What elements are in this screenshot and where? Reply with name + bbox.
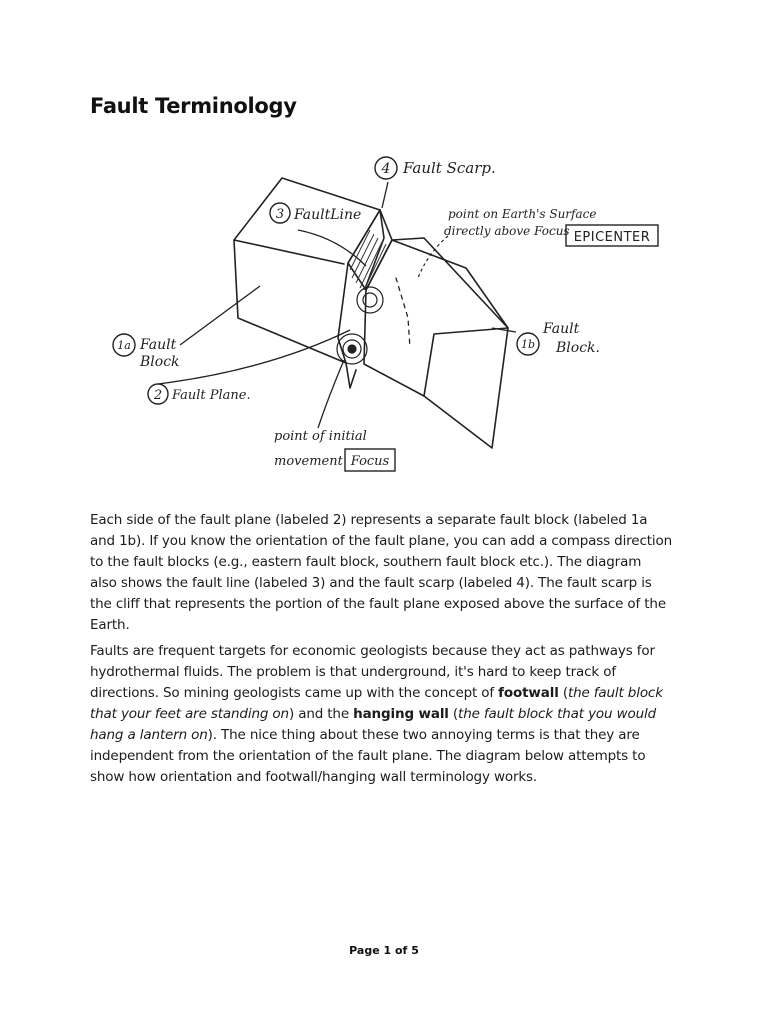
- label-1a-line1: Fault: [140, 337, 177, 353]
- right-fault-block: [364, 240, 508, 448]
- label-fault-block-1b: [492, 321, 600, 356]
- footwall-term: footwall: [498, 685, 559, 701]
- total-page-count: 5: [411, 944, 419, 957]
- paragraph2-intro: Faults are frequent targets for economic geologists because they act as pathways for hydrothermal fluids. The problem is that underground, it's hard to keep track of directions. So mining geologists came up with the concept of: [90, 643, 655, 701]
- label-1a-number: 1a: [117, 339, 131, 352]
- label-1b-number: 1b: [520, 338, 536, 351]
- label-4-number: 4: [381, 161, 391, 177]
- footer-prefix: Page: [349, 944, 384, 957]
- fault-diagram-figure: [88, 138, 680, 498]
- right-block-front-edge: [424, 328, 508, 396]
- hanging-wall-term: hanging wall: [353, 706, 449, 722]
- left-block-top-edge: [234, 240, 344, 264]
- focus-note-line1: point of initial: [274, 429, 367, 444]
- fault-diagram-sketch: [88, 138, 680, 498]
- label-3-number: 3: [275, 207, 285, 222]
- fault-line: [366, 210, 384, 286]
- footer-separator: of: [391, 944, 412, 957]
- label-3-text: FaultLine: [294, 207, 362, 223]
- page-title: Fault Terminology: [90, 94, 297, 118]
- hidden-fault-trace: [396, 278, 410, 348]
- label-2-text: Fault Plane.: [172, 388, 251, 403]
- paragraph-footwall-hanging-wall: [90, 641, 672, 788]
- scarp-hatching: [350, 230, 386, 290]
- label-2-number: 2: [153, 388, 163, 403]
- footwall-definition: the fault block that your feet are standing on: [90, 685, 663, 722]
- page-number-footer: [0, 944, 768, 957]
- label-focus: [274, 360, 395, 471]
- paragraph-fault-blocks: Each side of the fault plane (labeled 2) represents a separate fault block (labeled 1a and 1b). If you know the orientation of the fault plane, you can add a compass direction to the fault blocks (e.g., eastern fault block, southern fault block etc.). The diagram also shows the fault line (labeled 3) and the fault scarp (labeled 4). The fault scarp is the cliff that represents the portion of the fault plane exposed above the surface of the Earth.: [90, 512, 672, 633]
- paragraph2-conclusion: ). The nice thing about these two annoying terms is that they are independent from the orientation of the fault plane. The diagram below attempts to show how orientation and footwall/hanging wall terminology works.: [90, 727, 646, 785]
- fault-plane-edge: [346, 363, 356, 388]
- label-1a-line2: Block: [140, 354, 180, 370]
- label-fault-block-1a: [113, 286, 260, 370]
- label-epicenter: [418, 207, 658, 278]
- paren-open-2: (: [448, 706, 459, 722]
- epicenter-note-line2: directly above Focus: [444, 224, 570, 238]
- focus-note-line2: movement: [274, 454, 343, 469]
- paren-open-1: (: [558, 685, 568, 701]
- paren-close-1: ) and the: [288, 706, 354, 722]
- label-4-text: Fault Scarp.: [403, 159, 496, 177]
- focus-box-text: Focus: [350, 454, 390, 469]
- label-fault-scarp: [375, 157, 496, 208]
- epicenter-note-line1: point on Earth's Surface: [448, 207, 597, 221]
- current-page-number: 1: [383, 944, 392, 957]
- epicenter-box-text: EPICENTER: [573, 230, 651, 245]
- label-1b-line1: Fault: [543, 321, 580, 337]
- hanging-wall-definition: the fault block that you would hang a lantern on: [90, 706, 657, 743]
- label-1b-line2: Block.: [556, 340, 600, 356]
- right-block-top-edge: [392, 238, 508, 328]
